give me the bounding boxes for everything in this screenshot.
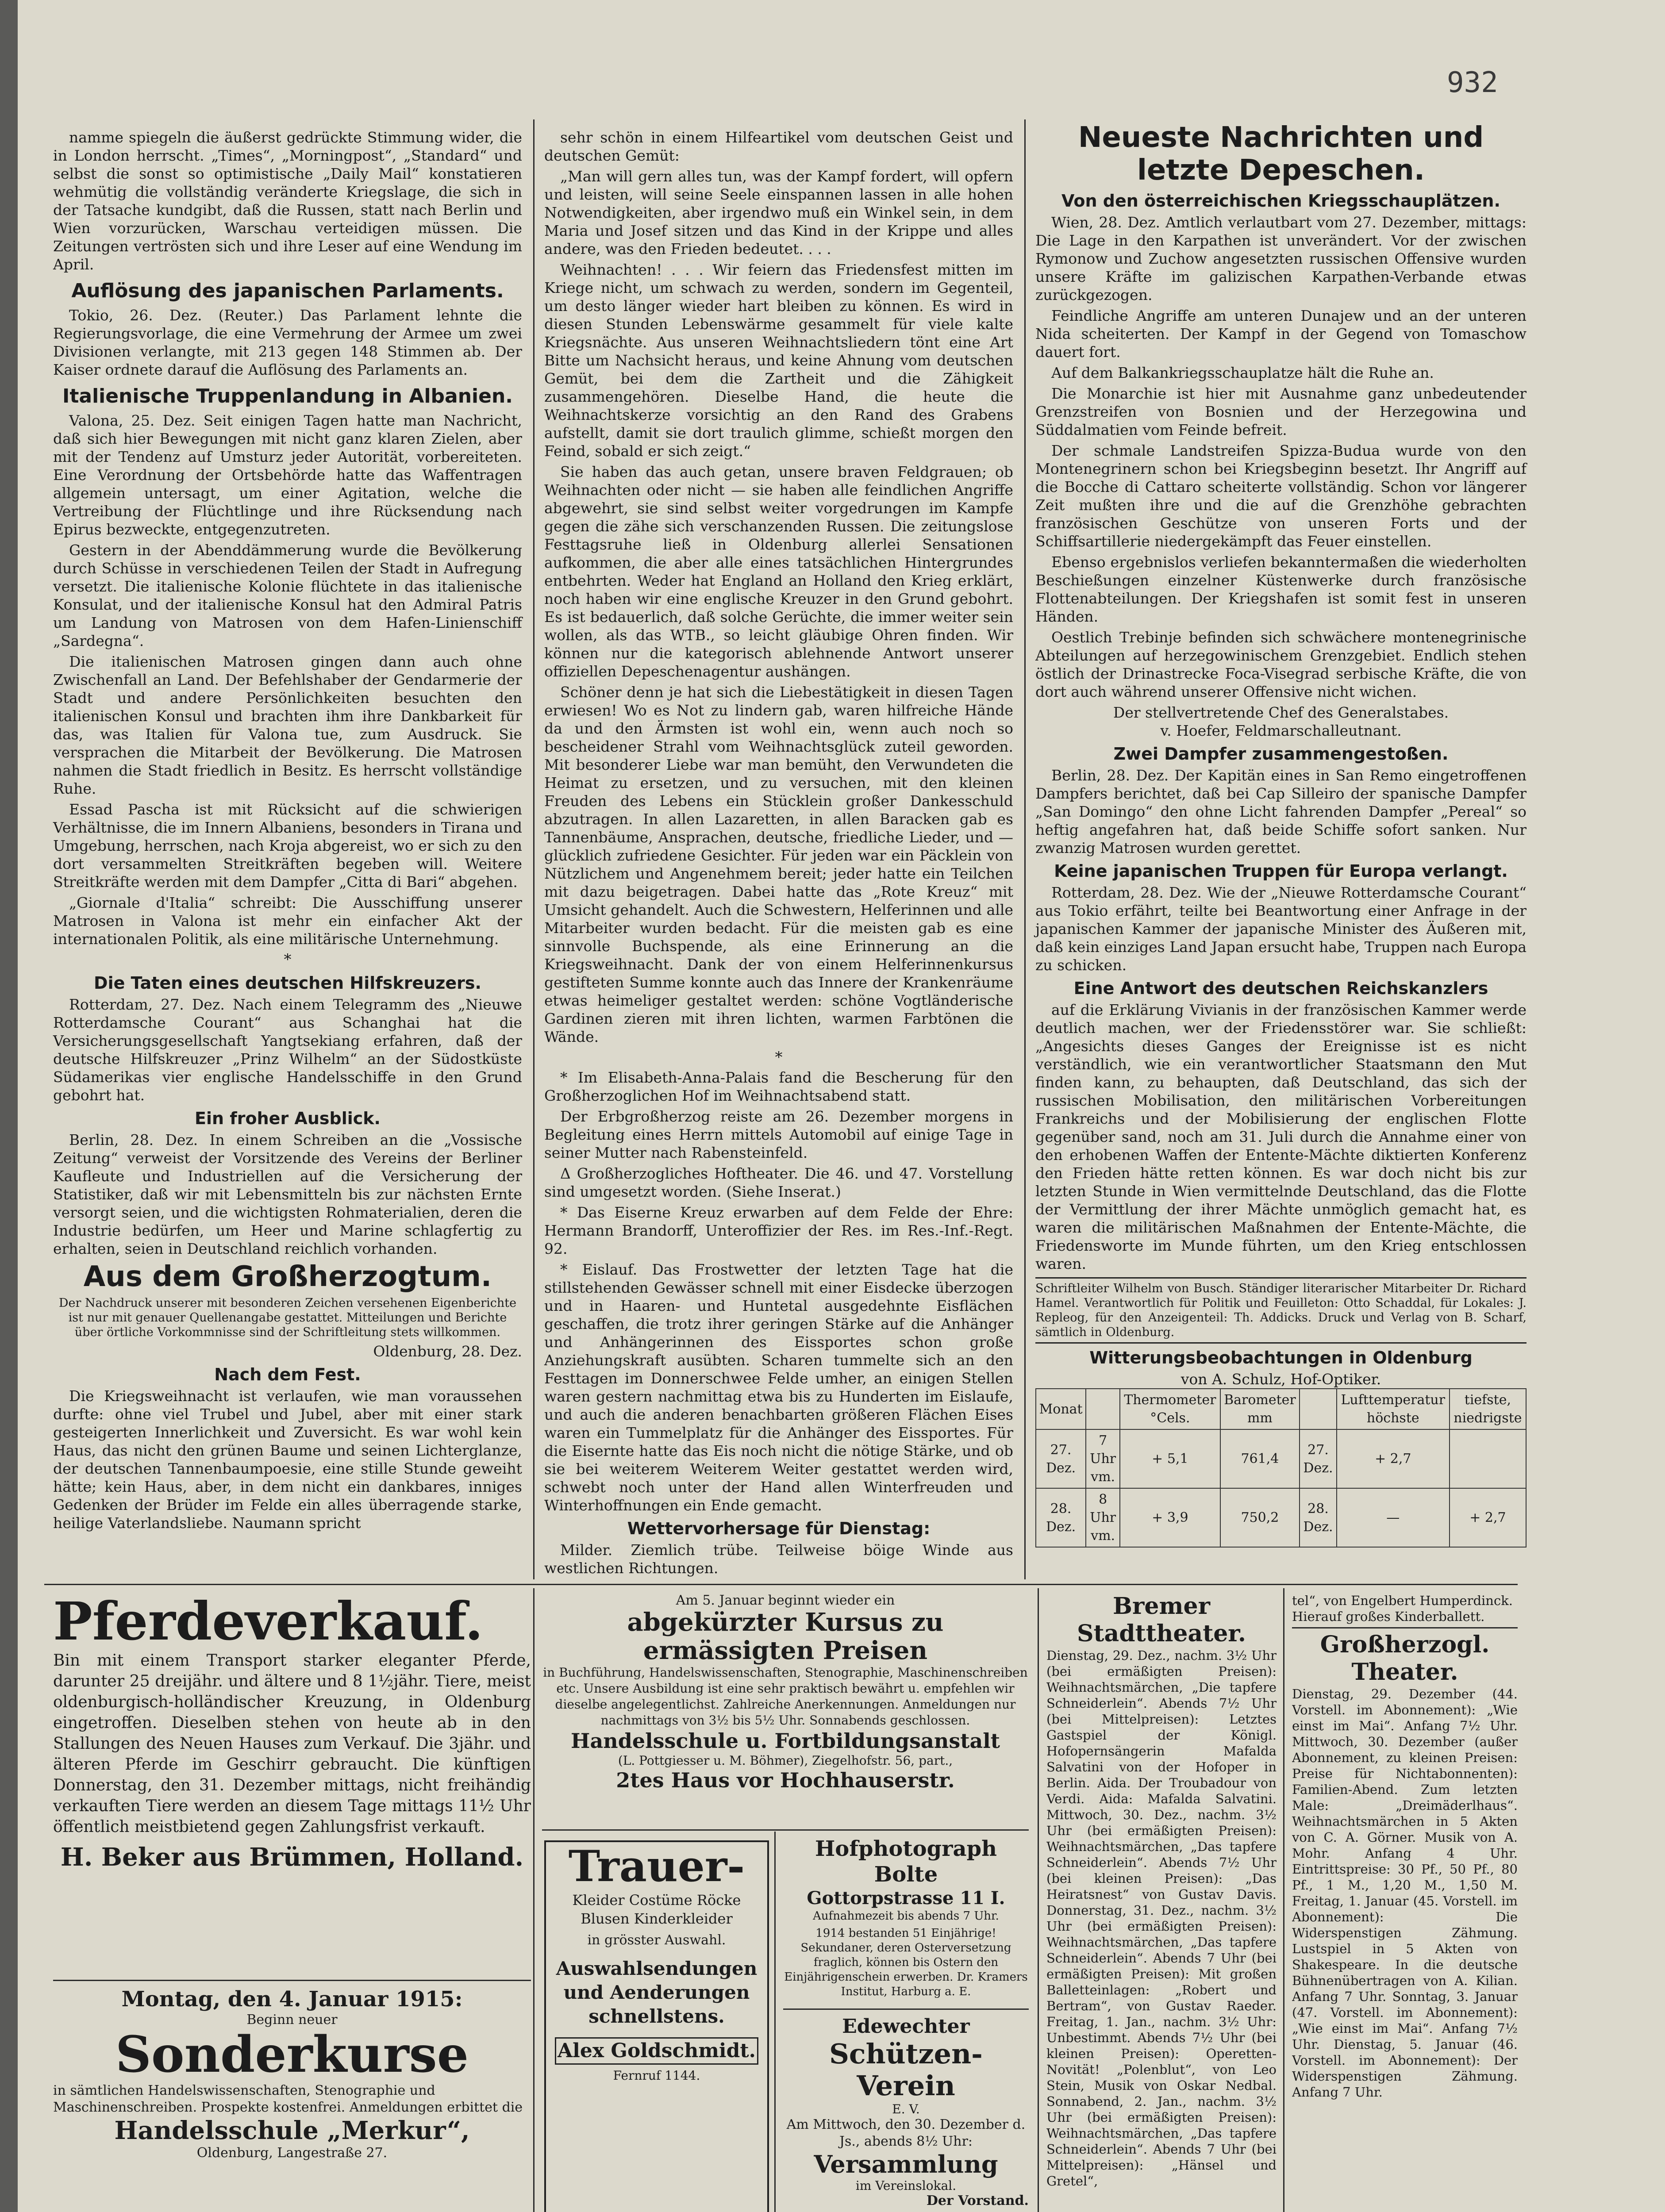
article-text: Gestern in der Abenddämmerung wurde die Bevölkerung durch Schüsse in verschiedenen Teilen der Stadt in Aufregung versetzt. Die italienische Kolonie flüchtete in das italienische Konsulat, und der italienische Konsul hat den Admiral Patris um Landung von Matrosen von dem Hafen-Linienschiff „Sardegna“.	[53, 541, 522, 649]
ad-school-name: Handelsschule u. Fortbildungsanstalt	[571, 1729, 1000, 1753]
weather-table	[1035, 1388, 1527, 1548]
table-cell: 750,2	[1220, 1488, 1300, 1547]
ad-text: Beginn neuer	[246, 2012, 338, 2028]
ad-horse-sale	[53, 1593, 531, 1978]
article-text: Essad Pascha ist mit Rücksicht auf die schwierigen Verhältnisse, die im Innern Albaniens, besonders in Tirana und Umgebung, herrschen, nach Kroja abgereist, wo er sich zu den dort versammelten Streitkräften begeben will. Weitere Streitkräfte werden mit dem Dampfer „Citta di Bari“ abgehen.	[53, 801, 522, 891]
weather-col-header: Monat	[1036, 1389, 1086, 1429]
table-cell: + 3,9	[1120, 1488, 1220, 1547]
weather-observations-sub: von A. Schulz, Hof-Optiker.	[1180, 1371, 1381, 1388]
headline-albania: Italienische Truppenlandung in Albanien.	[62, 385, 513, 407]
ad-divider	[542, 1829, 1029, 1831]
headline-weather-forecast: Wettervorhersage für Dienstag:	[627, 1519, 931, 1538]
ad-mourning-clothes	[544, 1840, 769, 2212]
ad-text: Am 5. Januar beginnt wieder ein	[676, 1593, 895, 1608]
article-text: Oestlich Trebinje befinden sich schwächere montenegrinische Abteilungen auf herzegowinischem Grenzgebiet. Endlich stehen östlich der Drinastrecke Foca-Visegrad serbische Kräfte, die von dort auch während unserer Offensive nicht wichen.	[1035, 629, 1527, 700]
weather-col-header	[1086, 1389, 1120, 1429]
ad-address: Oldenburg, Langestraße 27.	[196, 2145, 388, 2161]
article-text: Schöner denn je hat sich die Liebestätigkeit in diesen Tagen erwiesen! Wo es Not zu lindern gab, waren hilfreiche Hände da und den Ärmsten ist wohl ein, wenn auch noch so bescheidener Strahl vom Weihnachtsglück zuteil geworden. Mit besonderer Liebe war man bemüht, den Verwundeten die Heimat zu ersetzen, und zu versuchen, mit den kleinen Freuden des Lebens ein Stücklein großer Dankesschuld abzutragen. In allen Lazaretten, in allen Baracken gab es Tannenbäume, Ansprachen, deutsche, friedliche Lieder, und — glücklich zufriedene Gesichter. Für jeden war ein Päcklein von Nützlichem und Angenehmem bereit; jeder hatte ein Teilchen mit dazu beigetragen. Dabei hatte das „Rote Kreuz“ mit Umsicht gehandelt. Auch die Schwestern, Helferinnen und alle Mitarbeiter wurden bedacht. Für die meisten gab es eine sinnvolle Buchspende, als eine Erinnerung an die Kriegsweihnacht. Dank der von einem Helferinnenkursus gestifteten Summe konnte auch das Innere der Krankenräume etwas heimeliger gestaltet werden: schöne Vogtländerische Gardinen zieren mit ihren lichten, warmen Farbtönen die Wände.	[544, 684, 1013, 1045]
ad-text: Kleider Costüme Röcke Blusen Kinderkleider	[572, 1892, 741, 1927]
ad-photographer	[783, 1836, 1029, 2004]
ad-text: Edewechter	[842, 2015, 970, 2038]
ad-headline: abgekürzter Kursus zu ermässigten Preisen	[627, 1608, 944, 1665]
ad-address: Gottorpstrasse 11 I.	[807, 1888, 1005, 1909]
ad-school-name: Handelsschule „Merkur“,	[114, 2116, 470, 2145]
table-cell	[1450, 1429, 1526, 1488]
headline-fest: Nach dem Fest.	[214, 1365, 361, 1384]
weather-col-header: Thermometer °Cels.	[1120, 1389, 1220, 1429]
separator-star: *	[284, 951, 292, 968]
article-text: * Eislauf. Das Frostwetter der letzten Tage hat die stillstehenden Gewässer schnell mit einer Eisdecke überzogen und in Haaren- und Huntetal ausgedehnte Eisflächen geschaffen, die trotz ihrer geringen Stärke auf die Anhänger und Anhängerinnen des Eissportes schon große Anziehungskraft ausübten. Scharen tummelte sich an den Festtagen im Donnerschwee Felde umher, an einigen Stellen waren gestern nachmittag etwa bis zu Hunderten im Eislaufe, und auch die anderen benachbarten größeren Flächen Eises waren ein Tummelplatz für die Anhänger des Eissportes. Für die Eisernte hatte das Eis noch nicht die nötige Stärke, und ob sie bei weiterem Weiterem Weiter gestattet werden wird, schwebt noch unter der Hand allen Winterfreuden und Winterhoffnungen ein Ende gemacht.	[544, 1261, 1013, 1514]
weather-col-header: tiefste, niedrigste	[1450, 1389, 1526, 1429]
article-text: auf die Erklärung Vivianis in der französischen Kammer werde deutlich machen, wer der Friedensstörer war. Sie schließt: „Angesichts dieses Ganges der Ereignisse ist es nicht verständlich, wie ein verantwortlicher Staatsmann den Mut finden kann, zu behaupten, daß Deutschland, das sich der russischen Mobilisation, den militärischen Vorbereitungen Frankreichs und der Mobilisierung der englischen Flotte gegenüber sand, noch am 31. Juli durch die Annahme einer von den erhobenen Waffen der Entente-Mächte diktierten Konferenz den Frieden hätte retten können. Es war doch nicht bis zur letzten Stunde in Wien vermittelnde Deutschland, das die Flotte der Vermittlung der ihrer Mächte unmöglich gemacht hat, es waren die militärischen Maßnahmen der Entente-Mächte, die Friedensworte im Munde führten, um den Krieg entschlossen waren.	[1035, 1001, 1527, 1272]
article-text: Tokio, 26. Dez. (Reuter.) Das Parlament lehnte die Regierungsvorlage, die eine Vermehrung der Armee um zwei Divisionen verlangte, mit 213 gegen 148 Stimmen ab. Der Kaiser ordnete darauf die Auflösung des Parlaments an.	[53, 307, 522, 378]
headline-ausblick: Ein froher Ausblick.	[194, 1109, 381, 1128]
ad-text: in sämtlichen Handelswissenschaften, Stenographie und Maschinenschreiben. Prospekte kostenfrei. Anmeldungen erbittet die	[53, 2083, 523, 2115]
ad-course	[542, 1593, 1029, 1823]
article-text: sehr schön in einem Hilfeartikel vom deutschen Geist und deutschen Gemüt:	[544, 129, 1013, 164]
ad-date: Montag, den 4. Januar 1915:	[121, 1987, 463, 2012]
article-text: Δ Großherzogliches Hoftheater. Die 46. und 47. Vorstellung sind umgesetzt worden. (Siehe Inserat.)	[544, 1165, 1013, 1200]
article-text: Auf dem Balkankriegsschauplatze hält die Ruhe an.	[1051, 364, 1434, 381]
table-cell: —	[1337, 1488, 1450, 1547]
ad-headline: Trauer-	[568, 1841, 745, 1891]
column-rule	[533, 1588, 534, 2212]
table-cell: 8 Uhr vm.	[1086, 1488, 1120, 1547]
column-rule	[1024, 119, 1026, 1579]
signature-name: v. Hoefer, Feldmarschalleutnant.	[1160, 722, 1402, 739]
article-text: Berlin, 28. Dez. In einem Schreiben an die „Vossische Zeitung“ verweist der Vorsitzende des Vereins der Berliner Kaufleute und Industriellen auf die Versicherung der Statistiker, daß wir mit Lebensmitteln bis zur nächsten Ernte versorgt seien, und die wichtigsten Rohmaterialien, deren die Industrie bedürfen, um Heer und Marine schlagfertig zu erhalten, seien in Deutschland reichlich vorhanden.	[53, 1131, 522, 1257]
newspaper-page	[18, 0, 1665, 2212]
headline-steamers: Zwei Dampfer zusammengestoßen.	[1113, 744, 1449, 764]
ad-divider	[53, 1980, 531, 1981]
ad-address: 2tes Haus vor Hochhauserstr.	[616, 1768, 955, 1792]
table-cell: 27. Dez.	[1036, 1429, 1086, 1488]
ad-text: Aufnahmezeit bis abends 7 Uhr.	[813, 1909, 999, 1923]
article-text: Der schmale Landstreifen Spizza-Budua wurde von den Montenegrinern schon bei Kriegsbeginn besetzt. Ihr Angriff auf die Bocche di Cattaro scheiterte vollständig. Schon vor längerer Zeit mußten ihre und die auf die Grenzhöhe gebrachten französischen Geschütze von unseren Forts und der Schiffsartillerie niedergekämpft das Feuer einstellen.	[1035, 442, 1527, 550]
article-text: „Giornale d'Italia“ schreibt: Die Ausschiffung unserer Matrosen in Valona ist mehr ein einfacher Akt der internationalen Politik, als eine militärische Unternehmung.	[53, 894, 522, 948]
table-cell: 27. Dez.	[1300, 1429, 1337, 1488]
article-text: Feindliche Angriffe am unteren Dunajew und an der unteren Nida scheiterten. Der Kampf in der Gegend von Tomaschow dauert fort.	[1035, 307, 1527, 361]
ad-bremen-theater	[1046, 1593, 1277, 2212]
column-rule	[1283, 1588, 1284, 2212]
ad-headline: Bremer Stadttheater.	[1077, 1593, 1246, 1647]
column-rule	[533, 119, 534, 1579]
reprint-note: Der Nachdruck unserer mit besonderen Zeichen versehenen Eigenberichte ist nur mit genauer Quellenangabe gestattet. Mitteilungen und Berichte über örtliche Vorkommnisse sind der Schriftleitung stets willkommen.	[58, 1296, 517, 1339]
ad-shooting-club	[783, 2015, 1029, 2212]
dateline: Oldenburg, 28. Dez.	[373, 1343, 522, 1360]
column-2	[544, 128, 1013, 1580]
weather-col-header	[1300, 1389, 1337, 1429]
ad-court-theater	[1292, 1593, 1518, 2212]
article-text: Die italienischen Matrosen gingen dann auch ohne Zwischenfall an Land. Der Befehlshaber der Gendarmerie der Stadt und andere Persönlichkeiten besuchten den italienischen Konsul und brachten ihm ihre Dankbarkeit für das, was Italien für Valona tue, zum Ausdruck. Sie versprachen die Mitarbeit der Bevölkerung. Die Matrosen nahmen die Stadt friedlich in Besitz. Es herrscht vollständige Ruhe.	[53, 653, 522, 797]
weather-forecast-text: Milder. Ziemlich trübe. Teilweise böige Winde aus westlichen Richtungen.	[544, 1541, 1013, 1577]
ad-headline: Sonderkurse	[115, 2026, 469, 2084]
article-text: Die Monarchie ist hier mit Ausnahme ganz unbedeutender Grenzstreifen von Bosnien und der Herzegowina und Süddalmatien vom Feinde befreit.	[1035, 385, 1527, 438]
article-text: Weihnachten! . . . Wir feiern das Friedensfest mitten im Kriege nicht, um schwach zu werden, sondern im Gegenteil, um desto länger wieder hart bleiben zu können. Es wird in diesen Stunden Lebenswärme gesammelt für viele kalte Kriegsnächte. Aus unseren Weihnachtsliedern tönt eine Art Bitte um Nachsicht heraus, und keine Ahnung vom deutschen Gemüt, bei dem die Zartheit und die Zähigkeit zusammengehören. Dieselbe Hand, die heute die Weihnachtskerze vorsichtig an den Rand des Grabens aufstellt, damit sie dort traulich glimme, schießt morgen den Feind, sobald er sich zeigt.“	[544, 261, 1013, 460]
ad-headline: Großherzogl. Theater.	[1320, 1631, 1490, 1686]
ad-phone: Fernruf 1144.	[613, 2068, 700, 2083]
weather-observations-title: Witterungsbeobachtungen in Oldenburg	[1089, 1348, 1473, 1367]
impressum: Schriftleiter Wilhelm von Busch. Ständiger literarischer Mitarbeiter Dr. Richard Hamel. Verantwortlich für Politik und Feuilleton: Otto Schaddal, für Lokales: J. Repleog, für den Anzeigenteil: Th. Addicks. Druck und Verlag von B. Scharf, sämtlich in Oldenburg.	[1035, 1282, 1527, 1339]
page-number: 932	[1447, 66, 1498, 99]
ad-rule	[774, 1832, 776, 2212]
article-text: Der Erbgroßherzog reiste am 26. Dezember morgens in Begleitung eines Herrn mittels Automobil auf einige Tage in seiner Mutter nach Rabensteinfeld.	[544, 1108, 1013, 1161]
headline-chancellor: Eine Antwort des deutschen Reichskanzlers	[1073, 979, 1488, 998]
ad-headline: Pferdeverkauf.	[53, 1593, 483, 1652]
table-row	[1036, 1488, 1526, 1547]
table-cell: 7 Uhr vm.	[1086, 1429, 1120, 1488]
ad-text: in grösster Auswahl.	[587, 1932, 726, 1948]
ad-signature: Der Vorstand.	[926, 2193, 1029, 2208]
table-cell: + 5,1	[1120, 1429, 1220, 1488]
article-text: Sie haben das auch getan, unsere braven Feldgrauen; ob Weihnachten oder nicht — sie haben alle feindlichen Angriffe abgewehrt, sie sind selbst weiter vorgedrungen im Kampfe gegen die zähe sich verschanzenden Russen. Die zeitungslose Festtagsruhe ließ in Oldenburg allerlei Sensationen aufkommen, die aber alle eines tatsächlichen Hintergrundes entbehrten. Weder hat England an Holland den Krieg erklärt, noch haben wir eine englische Kreuzer in den Grund gebohrt. Es ist bedauerlich, daß solche Gerüchte, die immer weiter sein wollen, als das WTB., so leicht gläubige Ohren finden. Wir können nur die kategorisch ablehnende Antwort unserer offiziellen Depeschenagentur aushängen.	[544, 463, 1013, 680]
article-text: namme spiegeln die äußerst gedrückte Stimmung wider, die in London herrscht. „Times“, „Morningpost“, „Standard“ und selbst die sonst so optimistische „Daily Mail“ konstatieren wehmütig die vollständig veränderte Kriegslage, die sich in der Tatsache kundgibt, daß die Russen, statt nach Berlin und Wien vorzurücken, Warschau verteidigen müssen. Die Zeitungen vertrösten sich und ihre Leser auf eine Wendung im April.	[53, 129, 522, 273]
ad-text: E. V.	[892, 2102, 920, 2116]
headline-japanese-troops: Keine japanischen Truppen für Europa verlangt.	[1054, 861, 1508, 881]
separator-star: *	[775, 1048, 783, 1066]
article-text: Wien, 28. Dez. Amtlich verlautbart vom 27. Dezember, mittags: Die Lage in den Karpathen ist unverändert. Vor der zwischen Rymonow und Zuchow angesetzten russischen Offensive wurden unsere Kräfte im galizischen Karpathen-Verbande etwas zurückgezogen.	[1035, 214, 1527, 303]
ad-address: (L. Pottgiesser u. M. Böhmer), Ziegelhofstr. 56, part.,	[618, 1753, 953, 1768]
ad-firm-name: Alex Goldschmidt.	[555, 2037, 758, 2065]
ad-headline: Hofphotograph Bolte	[815, 1836, 997, 1887]
ad-headline: Schützen-Verein	[829, 2038, 983, 2102]
article-text: Die Kriegsweihnacht ist verlaufen, wie man voraussehen durfte: ohne viel Trubel und Jubel, aber mit einer stark gesteigerten Innerlichkeit und Zuversicht. Es war wohl kein Haus, das nicht den grünen Baume und seinen Lichterglanze, der deutschen Tannenbaumpoesie, eine stille Stunde geweiht hätte; kein Haus, aber, in dem nicht ein dankbares, inniges Gedenken der Brüder im Felde ein alles überragende starke, heilige Vaterlandsliebe. Naumann spricht	[53, 1387, 522, 1532]
ad-divider	[783, 2008, 1029, 2010]
ad-divider	[1292, 1627, 1518, 1628]
ad-text: Auswahlsendungen und Aenderungen schnellstens.	[556, 1958, 758, 2027]
ad-text: Dienstag, 29. Dezember (44. Vorstell. im Abonnement): „Wie einst im Mai“. Anfang 7½ Uhr. Mittwoch, 30. Dezember (außer Abonnement, zu kleinen Preisen: Preise für Nichtabonnenten): Familien-Abend. Zum letzten Male: „Dreimäderlhaus“. Weihnachtsmärchen in 5 Akten von C. A. Görner. Musik von A. Mohr. Anfang 4 Uhr. Eintrittspreise: 30 Pf., 50 Pf., 80 Pf., 1 M., 1,20 M., 1,50 M. Freitag, 1. Januar (45. Vorstell. im Abonnement): Die Widerspenstigen Zähmung. Lustspiel in 5 Akten von Shakespeare. In die deutsche Bühnenübertragen von A. Kilian. Anfang 7 Uhr. Sonntag, 3. Januar (47. Vorstell. im Abonnement): „Wie einst im Mai“. Anfang 7½ Uhr. Dienstag, 5. Januar (46. Vorstell. im Abonnement): Der Widerspenstigen Zähmung. Anfang 7 Uhr.	[1292, 1686, 1518, 2100]
ad-text: Dienstag, 29. Dez., nachm. 3½ Uhr (bei ermäßigten Preisen): Weihnachtsmärchen, „Die tapfere Schneiderlein“. Abends 7½ Uhr (bei Mittelpreisen): Letztes Gastspiel der Königl. Hofopernsängerin Mafalda Salvatini von der Hofoper in Berlin. Aida. Der Troubadour von Verdi. Aida: Mafalda Salvatini. Mittwoch, 30. Dez., nachm. 3½ Uhr (bei ermäßigten Preisen): Weihnachtsmärchen, „Das tapfere Schneiderlein“. Abends 7½ Uhr (bei kleinen Preisen): „Das Heiratsnest“ von Gustav Davis. Donnerstag, 31. Dez., nachm. 3½ Uhr (bei ermäßigten Preisen): Weihnachtsmärchen, „Das tapfere Schneiderlein“. Abends 7 Uhr (bei ermäßigten Preisen): Mit großen Balletteinlagen: „Robert und Bertram“, von Gustav Raeder. Freitag, 1. Jan., nachm. 3½ Uhr: Unbestimmt. Abends 7½ Uhr (bei kleinen Preisen): Operetten-Novität! „Polenblut“, von Leo Stein, Musik von Oskar Nedbal. Sonnabend, 2. Jan., nachm. 3½ Uhr (bei ermäßigten Preisen): Weihnachtsmärchen, „Das tapfere Schneiderlein“. Abends 7 Uhr (bei Mittelpreisen): „Hänsel und Gretel“,	[1046, 1648, 1277, 2189]
table-cell: 761,4	[1220, 1429, 1300, 1488]
ad-text: Am Mittwoch, den 30. Dezember d. Js., abends 8½ Uhr:	[786, 2117, 1026, 2149]
headline-japan: Auflösung des japanischen Parlaments.	[71, 280, 504, 302]
article-text: Rotterdam, 27. Dez. Nach einem Telegramm des „Nieuwe Rotterdamsche Courant“ aus Schanghai hat die Versicherungsgesellschaft Yangtsekiang erfahren, daß der deutsche Hilfskreuzer „Prinz Wilhelm“ an der Südostküste Südamerikas vier englische Handelsschiffe in den Grund gebohrt hat.	[53, 996, 522, 1104]
ad-headline: Versammlung	[814, 2150, 998, 2178]
column-1	[53, 128, 522, 1535]
article-text: Rotterdam, 28. Dez. Wie der „Nieuwe Rotterdamsche Courant“ aus Tokio erfährt, teilte bei Beantwortung einer Anfrage in der japanischen Kammer der japanische Minister des Äußeren mit, daß kein einziges Land Japan ersucht habe, Truppen nach Europa zu schicken.	[1035, 884, 1527, 974]
ad-text: Bin mit einem Transport starker eleganter Pferde, darunter 25 dreijähr. und ältere und 8 1½jähr. Tiere, meist oldenburgisch-holländischer Kreuzung, in Oldenburg eingetroffen. Dieselben stehen von heute ab in den Stallungen des Neuen Hauses zum Verkauf. Die 3jähr. und älteren Pferde im Geschirr gebraucht. Die künftigen Donnerstag, den 31. Dezember mittags, nicht freihändig verkauften Tiere werden an diesem Tage mittags 11½ Uhr öffentlich meistbietend gegen Zahlungsfrist verkauft.	[53, 1651, 531, 1836]
article-text: Valona, 25. Dez. Seit einigen Tagen hatte man Nachricht, daß sich hier Bewegungen mit nicht ganz klaren Zielen, aber mit der Tendenz auf Umsturz jeder Autorität, vorbereiteten. Eine Verordnung der Ortsbehörde hatte das Waffentragen allgemein untersagt, um einer Agitation, welche die Vertreibung der Flüchtlinge und ihre Rücksendung nach Epirus bezweckte, entgegenzutreten.	[53, 412, 522, 538]
article-text: Ebenso ergebnislos verliefen bekanntermaßen die wiederholten Beschießungen einzelner Küstenwerke durch französische Flottenabteilungen. Der Kriegshafen ist somit fest in unseren Händen.	[1035, 553, 1527, 625]
ads-top-rule	[44, 1584, 1518, 1585]
headline-austrian-front: Von den österreichischen Kriegsschauplätzen.	[1061, 191, 1500, 211]
article-text: „Man will gern alles tun, was der Kampf fordert, will opfern und leisten, will seine Seele einspannen lassen in alle hohen Notwendigkeiten, aber irgendwo muß ein Winkel sein, in dem Maria und Josef sitzen und das Kind in der Krippe und alles andere, was den Frieden bedeutet. . . .	[544, 168, 1013, 257]
article-text: * Das Eiserne Kreuz erwarben auf dem Felde der Ehre: Hermann Brandorff, Unteroffizier der Res. im Res.-Inf.-Regt. 92.	[544, 1204, 1013, 1257]
ad-text: tel“, von Engelbert Humperdinck. Hierauf großes Kinderballett.	[1292, 1593, 1513, 1624]
ad-text: im Vereinslokal.	[855, 2178, 957, 2193]
headline-hilfskreuzer: Die Taten eines deutschen Hilfskreuzers.	[94, 973, 481, 993]
table-cell: 28. Dez.	[1300, 1488, 1337, 1547]
ad-signature: H. Beker aus Brümmen, Holland.	[60, 1843, 524, 1872]
article-text: Berlin, 28. Dez. Der Kapitän eines in San Remo eingetroffenen Dampfers berichtet, daß bei Cap Silleiro der spanische Dampfer „San Domingo“ den ohne Licht fahrenden Dampfer „Pereal“ so heftig angefahren hat, daß beide Schiffe sofort sanken. Nur zwanzig Matrosen wurden gerettet.	[1035, 767, 1527, 856]
ad-text: in Buchführung, Handelswissenschaften, Stenographie, Maschinenschreiben etc. Unsere Ausbildung ist eine sehr praktisch bewährt u. empfehlen wir dieselbe angelegentlichst. Zahlreiche Anerkennungen. Anmeldungen nur nachmittags von 3½ bis 5½ Uhr. Sonnabends geschlossen.	[543, 1665, 1028, 1728]
weather-col-header: Lufttemperatur höchste	[1337, 1389, 1450, 1429]
ad-merkur-school	[53, 1986, 531, 2212]
column-rule	[1038, 1588, 1039, 2212]
table-cell: + 2,7	[1450, 1488, 1526, 1547]
article-text: * Im Elisabeth-Anna-Palais fand die Bescherung für den Großherzoglichen Hof im Weihnachtsabend statt.	[544, 1069, 1013, 1104]
table-cell: 28. Dez.	[1036, 1488, 1086, 1547]
table-cell: + 2,7	[1337, 1429, 1450, 1488]
weather-col-header: Barometer mm	[1220, 1389, 1300, 1429]
signature-line: Der stellvertretende Chef des Generalstabes.	[1113, 704, 1449, 721]
section-heading-latest-news: Neueste Nachrichten und letzte Depeschen.	[1078, 121, 1484, 187]
ad-einjaehrige: 1914 bestanden 51 Einjährige! Sekundaner, deren Osterversetzung fraglich, können bis Ostern den Einjährigenschein erwerben. Dr. Kramers Institut, Harburg a. E.	[784, 1927, 1028, 1998]
section-heading-grossherzogtum: Aus dem Großherzogtum.	[83, 1260, 492, 1293]
table-row	[1036, 1429, 1526, 1488]
column-3	[1035, 119, 1527, 1548]
